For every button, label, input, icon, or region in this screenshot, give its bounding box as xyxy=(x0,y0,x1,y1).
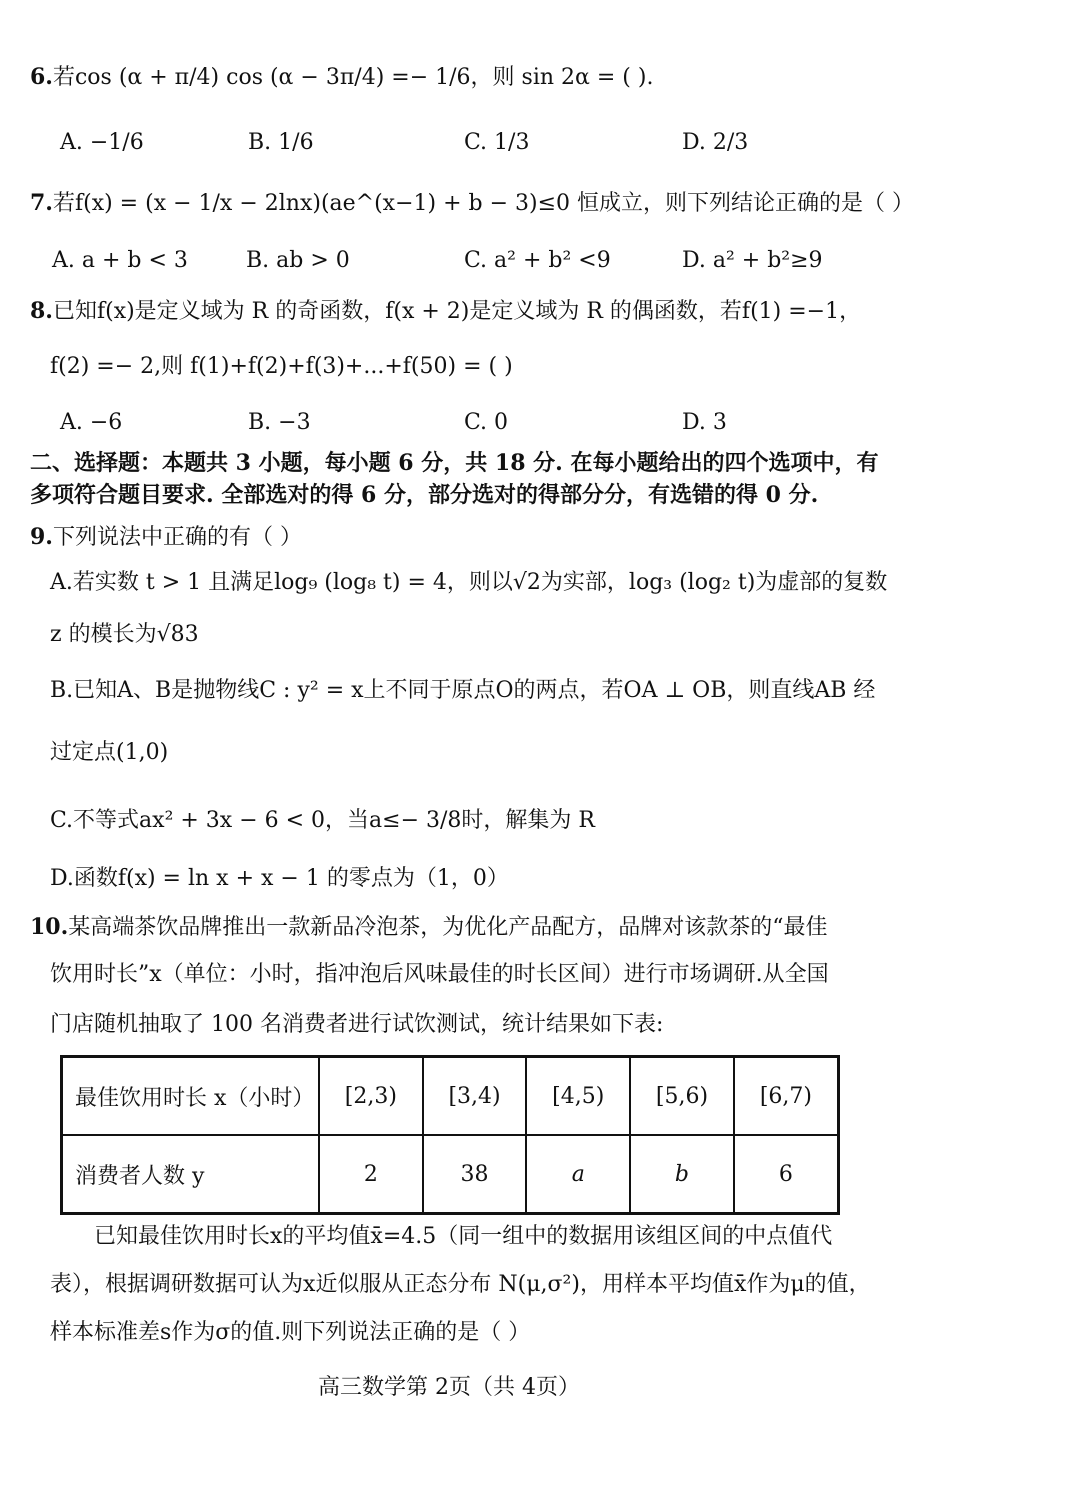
q8-stem-line2: f(2) =− 2,则 f(1)+f(2)+f(3)+...+f(50) = ( ) xyxy=(50,354,513,379)
table-interval-cell: [4,5) xyxy=(526,1057,630,1136)
q10-line3: 门店随机抽取了 100 名消费者进行试饮测试，统计结果如下表: xyxy=(50,1012,664,1037)
section2-heading-line2: 多项符合题目要求. 全部选对的得 6 分，部分选对的得部分分，有选错的得 0 分. xyxy=(30,482,819,508)
table-row xyxy=(62,1057,839,1136)
table-interval-cell: [2,3) xyxy=(319,1057,423,1136)
q9-option-c: C.不等式ax² + 3x − 6 < 0，当a≤− 3/8时，解集为 R xyxy=(50,808,595,833)
q6-option-c: C. 1/3 xyxy=(464,130,530,155)
q9-option-a-line1: A.若实数 t > 1 且满足log₉ (log₈ t) = 4，则以√2为实部，log₃ (log₂ t)为虚部的复数 xyxy=(50,570,888,595)
q10-line2: 饮用时长”x（单位：小时，指冲泡后风味最佳的时长区间）进行市场调研.从全国 xyxy=(50,962,829,987)
table-count-cell: b xyxy=(630,1135,734,1214)
table-header-count: 消费者人数 y xyxy=(62,1135,320,1214)
q8-option-c: C. 0 xyxy=(464,410,509,435)
q6-option-b: B. 1/6 xyxy=(248,130,314,155)
page-footer: 高三数学第 2页（共 4页） xyxy=(318,1375,580,1400)
q8-option-b: B. −3 xyxy=(248,410,311,435)
q8-number: 8. xyxy=(30,298,53,324)
q10-data-table xyxy=(60,1055,840,1215)
table-header-duration: 最佳饮用时长 x（小时） xyxy=(62,1057,320,1136)
q6-option-d: D. 2/3 xyxy=(682,130,749,155)
table-row xyxy=(62,1135,839,1214)
q9-stem xyxy=(30,522,302,553)
q9-number: 9. xyxy=(30,524,53,550)
q9-option-a-line2: z 的模长为√83 xyxy=(50,622,199,647)
q7-number: 7. xyxy=(30,190,53,216)
q8-stem-line1 xyxy=(30,296,861,327)
q7-option-a: A. a + b < 3 xyxy=(52,248,188,273)
q8-option-a: A. −6 xyxy=(60,410,123,435)
q10-after-line3: 样本标准差s作为σ的值.则下列说法正确的是（ ） xyxy=(50,1320,531,1345)
q10-after-line2: 表），根据调研数据可认为x近似服从正态分布 N(μ,σ²)，用样本平均值x̄作为μ的值， xyxy=(50,1272,871,1297)
q7-text: 若f(x) = (x − 1/x − 2lnx)(ae^(x−1) + b − 3)≤0 恒成立，则下列结论正确的是（ ） xyxy=(52,191,915,216)
q9-option-b-line2: 过定点(1,0) xyxy=(50,740,169,765)
q7-option-d: D. a² + b²≥9 xyxy=(682,248,823,273)
table-interval-cell: [5,6) xyxy=(630,1057,734,1136)
q8-option-d: D. 3 xyxy=(682,410,727,435)
table-count-cell: 6 xyxy=(734,1135,839,1214)
section2-heading-line1: 二、选择题：本题共 3 小题，每小题 6 分，共 18 分. 在每小题给出的四个选项中，有 xyxy=(30,450,879,476)
table-count-cell: 2 xyxy=(319,1135,423,1214)
table-count-cell: a xyxy=(526,1135,630,1214)
q9-option-b-line1: B.已知A、B是抛物线C : y² = x上不同于原点O的两点，若OA ⊥ OB，则直线AB 经 xyxy=(50,678,876,703)
table-interval-cell: [6,7) xyxy=(734,1057,839,1136)
q7-option-c: C. a² + b² <9 xyxy=(464,248,611,273)
q10-text-line1: 某高端茶饮品牌推出一款新品冷泡茶，为优化产品配方，品牌对该款茶的“最佳 xyxy=(68,915,828,940)
q8-text-line1: 已知f(x)是定义域为 R 的奇函数，f(x + 2)是定义域为 R 的偶函数，若f(1) =−1， xyxy=(52,299,862,324)
q7-stem xyxy=(30,188,914,219)
q6-stem xyxy=(30,62,653,93)
q10-after-line1: 已知最佳饮用时长x的平均值x̄=4.5（同一组中的数据用该组区间的中点值代 xyxy=(94,1224,833,1249)
table-count-cell: 38 xyxy=(423,1135,527,1214)
q6-number: 6. xyxy=(30,64,53,90)
q6-option-a: A. −1/6 xyxy=(60,130,144,155)
q9-text: 下列说法中正确的有（ ） xyxy=(52,525,302,550)
q10-line1 xyxy=(30,912,828,943)
q6-text: 若cos (α + π/4) cos (α − 3π/4) =− 1/6，则 sin 2α = ( ). xyxy=(52,65,654,90)
q7-option-b: B. ab > 0 xyxy=(246,248,350,273)
q10-number: 10. xyxy=(30,914,69,940)
table-interval-cell: [3,4) xyxy=(423,1057,527,1136)
q9-option-d: D.函数f(x) = ln x + x − 1 的零点为（1，0） xyxy=(50,866,509,891)
